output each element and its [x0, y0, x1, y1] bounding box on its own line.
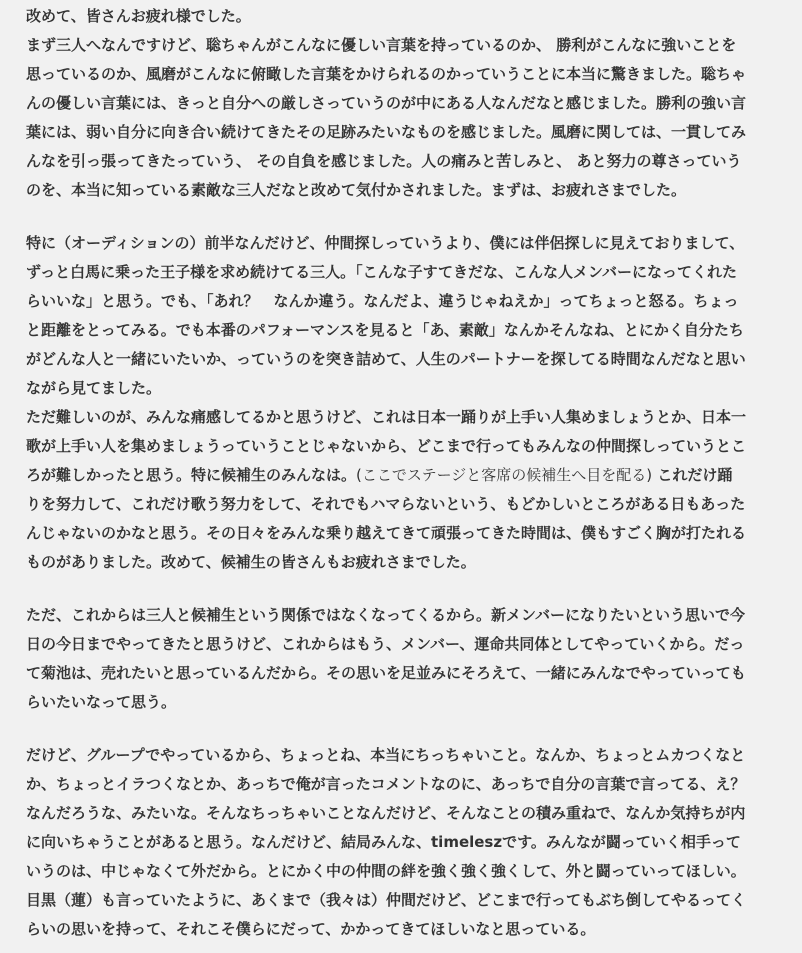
- text-line: 特に（オーディションの）前半なんだけど、仲間探しっていうより、僕には伴侶探しに見えておりまして、: [26, 234, 745, 252]
- text-line: がどんな人と一緒にいたいか、っていうのを突き詰めて、人生のパートナーを探してる時間なんだなと思い: [26, 350, 746, 368]
- text-line: て菊池は、売れたいと思っているんだから。その思いを足並みにそろえて、一緒にみんなでやっていっても: [26, 664, 746, 682]
- text-line: んなを引っ張ってきたっていう、 その自負を感じました。人の痛みと苦しみと、 あと努力の尊さっていう: [26, 152, 742, 170]
- text-segment: これだけ踊: [652, 466, 733, 484]
- text-line: んの優しい言葉には、きっと自分への厳しさっていうのが中にある人なんだなと感じました。勝利の強い言: [26, 94, 747, 112]
- text-line: だけど、グループでやっているから、ちょっとね、本当にちっちゃいこと。なんか、ちょっとムカつくなと: [26, 746, 746, 764]
- text-line: らいたいなって思う。: [26, 693, 177, 711]
- text-line: ただ、これからは三人と候補生という関係ではなくなってくるから。新メンバーになりたいという思いで今: [26, 606, 745, 624]
- text-line: りを努力して、これだけ歌う努力をして、それでもハマらないという、もどかしいところがある日もあった: [26, 495, 746, 513]
- text-segment: ろが難しかったと思う。特に候補生のみんなは。: [26, 466, 357, 484]
- text-line: 目黒（蓮）も言っていたように、あくまで（我々は）仲間だけど、どこまで行ってもぶち倒してやるってく: [26, 891, 747, 909]
- paragraph-1: [26, 2, 792, 205]
- stage-direction-note: (ここでステージと客席の候補生へ目を配る): [356, 466, 653, 484]
- text-line: らいいな」と思う。でも、「あれ？ なんか違う。なんだよ、違うじゃねえか」ってちょっと怒る。ちょっ: [26, 292, 739, 310]
- text-line: と距離をとってみる。でも本番のパフォーマンスを見ると「あ、素敵」なんかそんなね、とにかく自分たち: [26, 321, 744, 339]
- text-line-with-note: [26, 461, 792, 490]
- text-line: ずっと白馬に乗った王子様を求め続けてる三人。「こんな子すてきだな、こんな人メンバーになってくれた: [26, 263, 738, 281]
- text-line: 改めて、皆さんお疲れ様でした。: [26, 7, 251, 25]
- text-line: ながら見てました。: [26, 379, 162, 397]
- text-line: 葉には、弱い自分に向き合い続けてきたその足跡みたいなものを感じました。風磨に関しては、一貫してみ: [26, 123, 747, 141]
- text-line: ものがありました。改めて、候補生の皆さんもお疲れさまでした。: [26, 553, 476, 571]
- paragraph-4: [26, 741, 792, 944]
- text-line: のを、本当に知っている素敵な三人だなと改めて気付かされました。まずは、お疲れさまでした。: [26, 181, 687, 199]
- text-line: か、ちょっとイラつくなとか、あっちで俺が言ったコメントなのに、あっちで自分の言葉で言ってる、え？: [26, 775, 746, 793]
- text-line: に向いちゃうことがあると思う。なんだけど、結局みんな、timeleszです。みんなが闘っていく相手って: [26, 833, 741, 851]
- paragraph-2: [26, 229, 792, 577]
- text-line: んじゃないのかなと思う。その日々をみんな乗り越えてきて頑張ってきた時間は、僕もすごく胸が打たれる: [26, 524, 747, 542]
- text-line: まず三人へなんですけど、聡ちゃんがこんなに優しい言葉を持っているのか、 勝利がこんなに強いことを: [26, 36, 737, 54]
- text-line: なんだろうな、みたいな。そんなちっちゃいことなんだけど、そんなことの積み重ねで、なんか気持ちが内: [26, 804, 746, 822]
- text-line: 歌が上手い人を集めましょうっていうことじゃないから、どこまで行ってもみんなの仲間探しっていうとこ: [26, 437, 747, 455]
- text-line: いうのは、中じゃなくて外だから。とにかく中の仲間の絆を強く強く強くして、外と闘っていってほしい。: [26, 862, 746, 880]
- paragraph-3: [26, 601, 792, 717]
- text-line: 思っているのか、風磨がこんなに俯瞰した言葉をかけられるのかっていうことに本当に驚きました。聡ちゃ: [26, 65, 747, 83]
- text-line: 日の今日までやってきたと思うけど、これからはもう、メンバー、運命共同体としてやっていくから。だっ: [26, 635, 745, 653]
- text-line: ただ難しいのが、みんな痛感してるかと思うけど、これは日本一踊りが上手い人集めましょうとか、日本一: [26, 408, 747, 426]
- text-line: らいの思いを持って、それこそ僕らにだって、かかってきてほしいなと思っている。: [26, 920, 596, 938]
